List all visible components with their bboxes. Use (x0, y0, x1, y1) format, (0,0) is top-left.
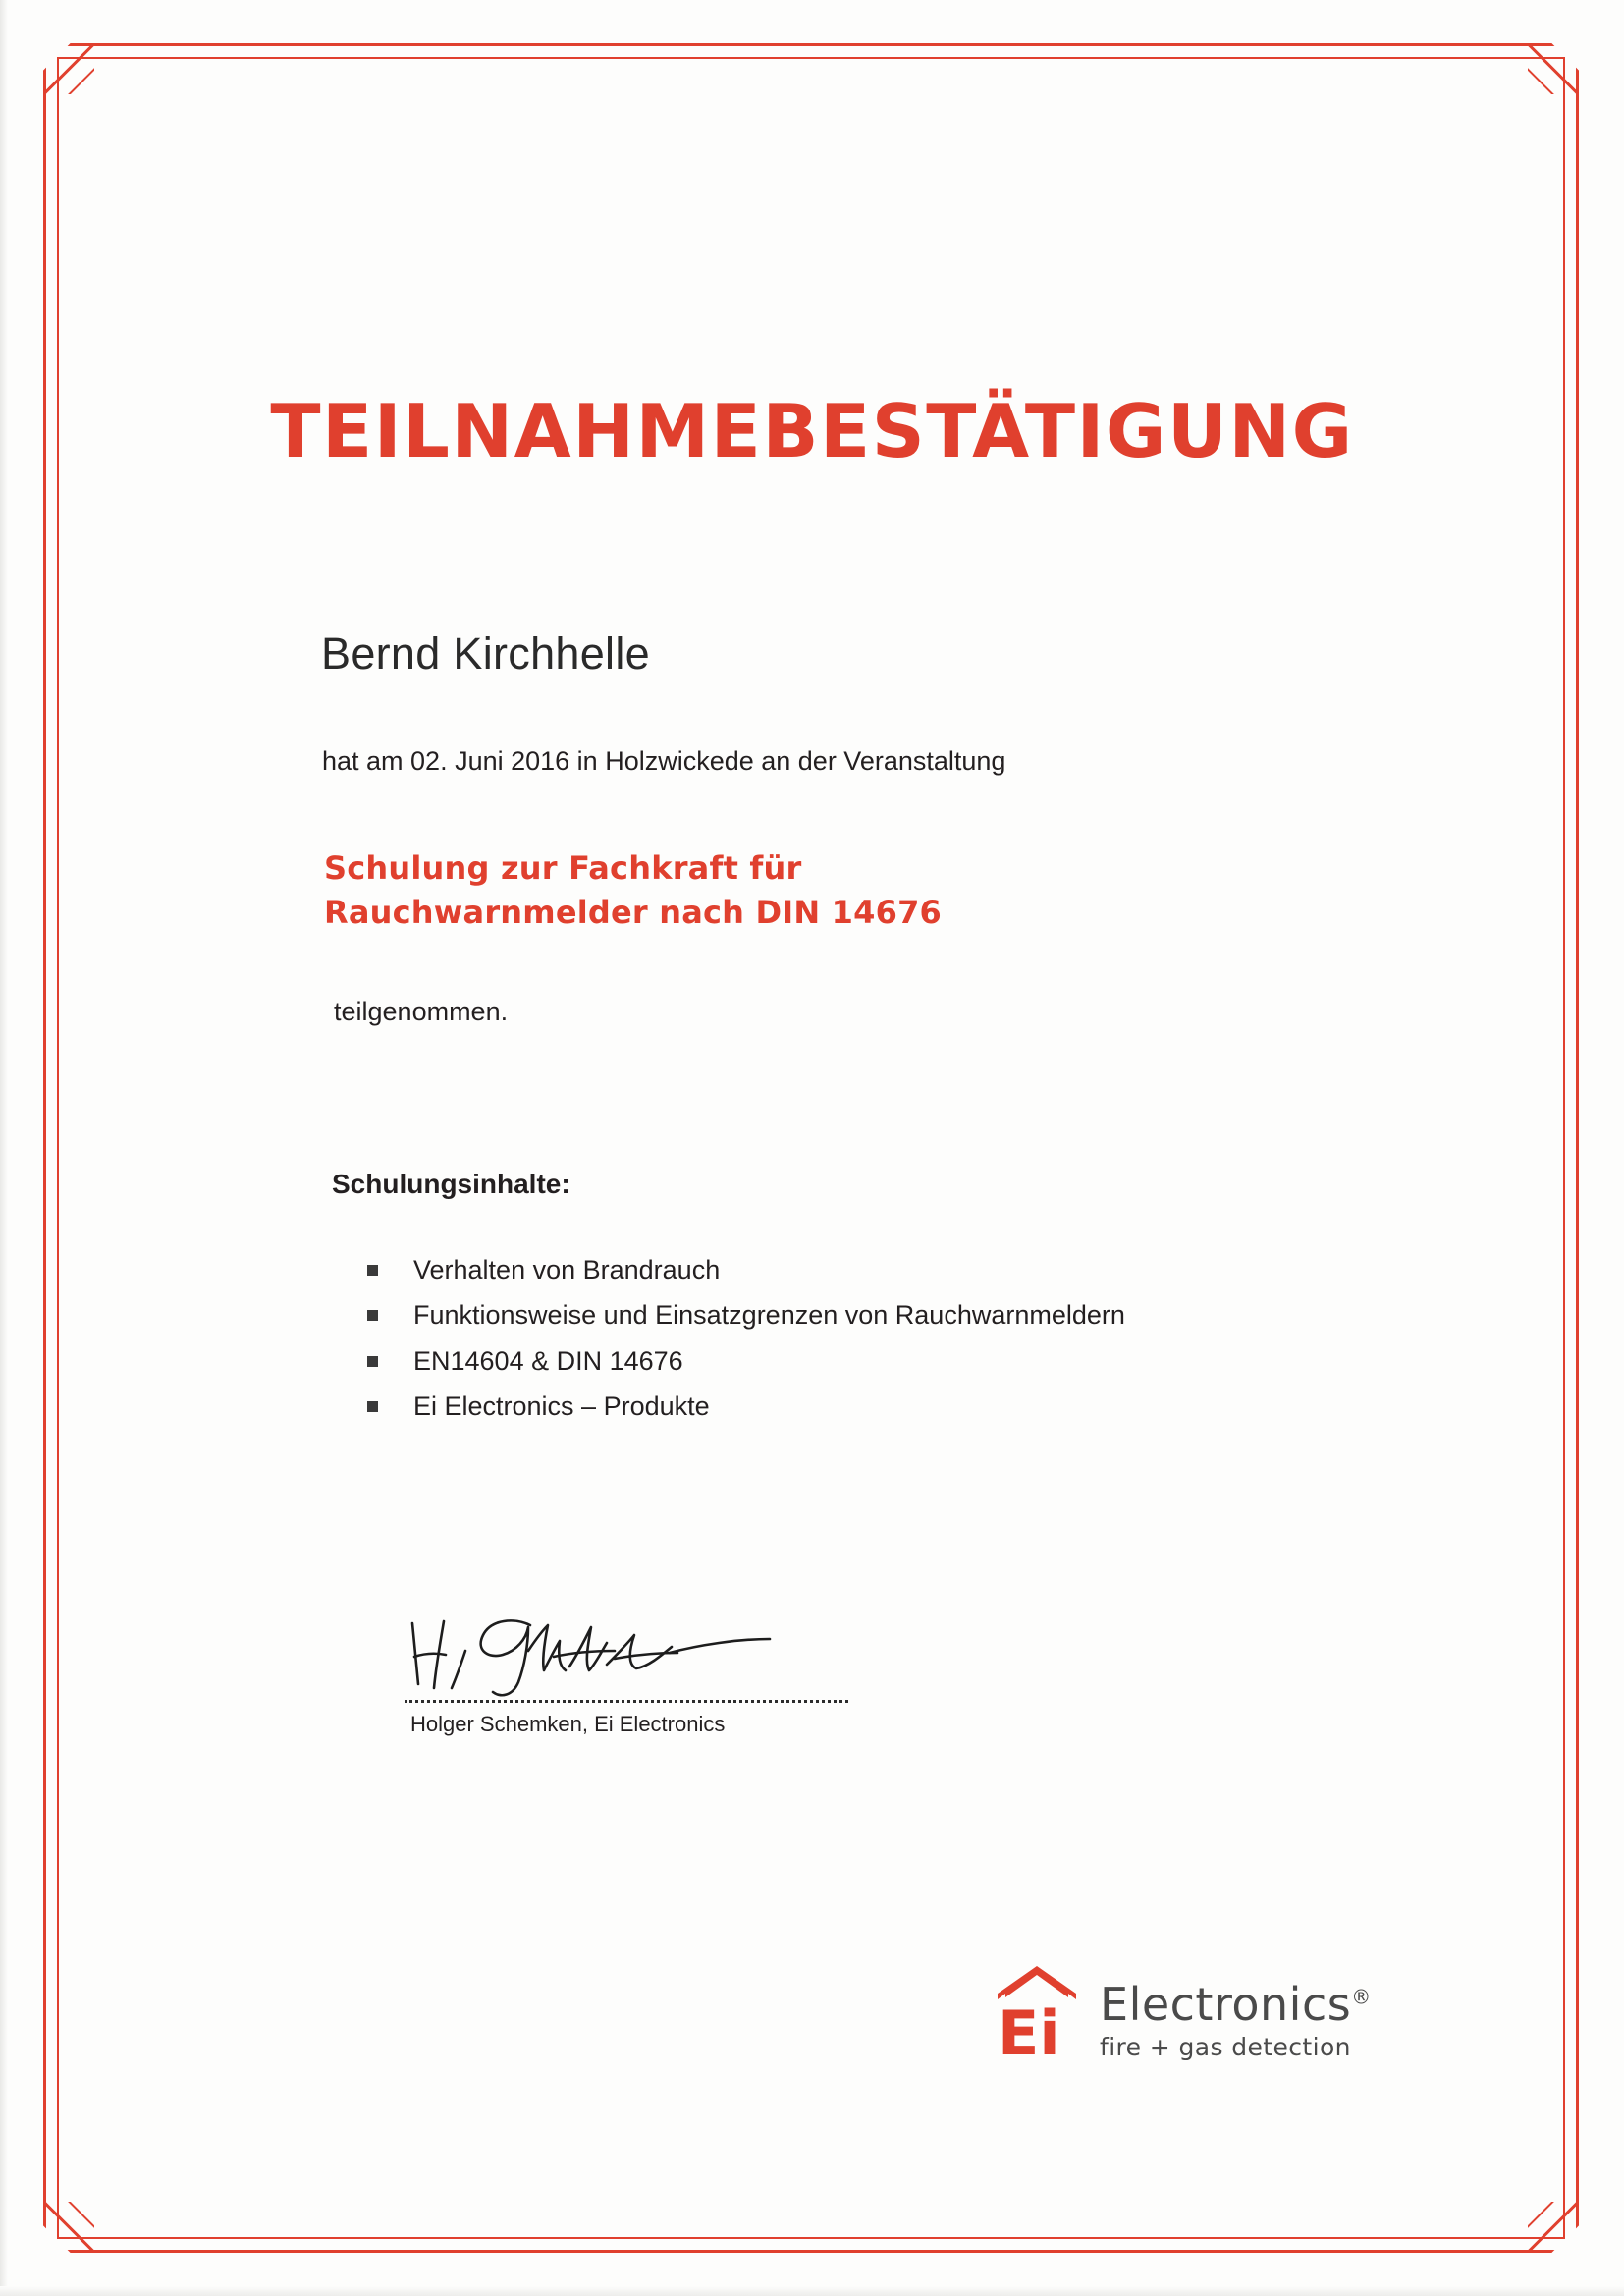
list-item (361, 1247, 1125, 1292)
svg-text:Ei: Ei (998, 1997, 1060, 2058)
list-item (361, 1384, 1125, 1429)
scan-edge-left (0, 0, 8, 2296)
logo-name (1100, 1978, 1372, 2031)
frame-corner-bottom-right (1528, 2202, 1579, 2253)
logo-tagline: fire + gas detection (1100, 2033, 1351, 2061)
signature-caption: Holger Schemken, Ei Electronics (410, 1712, 726, 1736)
list-item-label: Funktionsweise und Einsatzgrenzen von Rauchwarnmeldern (413, 1300, 1125, 1331)
list-item-label: Verhalten von Brandrauch (413, 1255, 721, 1285)
frame-corner-top-right (1528, 43, 1579, 94)
list-item-label: EN14604 & DIN 14676 (413, 1345, 683, 1376)
square-bullet-icon (367, 1310, 378, 1321)
handwritten-signature-icon (405, 1606, 797, 1699)
square-bullet-icon (367, 1356, 378, 1367)
participated-line: teilgenommen. (334, 997, 509, 1026)
contents-list (361, 1247, 1125, 1430)
list-item (361, 1339, 1125, 1384)
logo-name-text: Electronics (1100, 1978, 1352, 2031)
square-bullet-icon (367, 1401, 378, 1412)
course-title-line-2: Rauchwarnmelder nach DIN 14676 (324, 894, 943, 932)
registered-trademark-icon: ® (1351, 1985, 1372, 2009)
frame-corner-top-left (43, 43, 94, 94)
signature-line (405, 1700, 848, 1703)
ei-logo-mark-icon (992, 1964, 1082, 2058)
attendance-line: hat am 02. Juni 2016 in Holzwickede an der Veranstaltung (322, 746, 1006, 776)
course-title (324, 847, 942, 936)
frame-corner-bottom-left (43, 2202, 94, 2253)
contents-heading: Schulungsinhalte: (332, 1169, 570, 1199)
ei-electronics-logo (992, 1964, 1372, 2061)
list-item (361, 1292, 1125, 1338)
course-title-line-1: Schulung zur Fachkraft für (324, 849, 802, 887)
list-item-label: Ei Electronics – Produkte (413, 1392, 710, 1422)
scan-edge-bottom (0, 2286, 1624, 2296)
decorative-frame-inner (57, 57, 1565, 2239)
square-bullet-icon (367, 1265, 378, 1276)
certificate-title: TEILNAHMEBESTÄTIGUNG (270, 388, 1354, 474)
logo-text (1100, 1964, 1372, 2061)
signature-block (405, 1606, 856, 1736)
recipient-name: Bernd Kirchhelle (321, 629, 650, 679)
